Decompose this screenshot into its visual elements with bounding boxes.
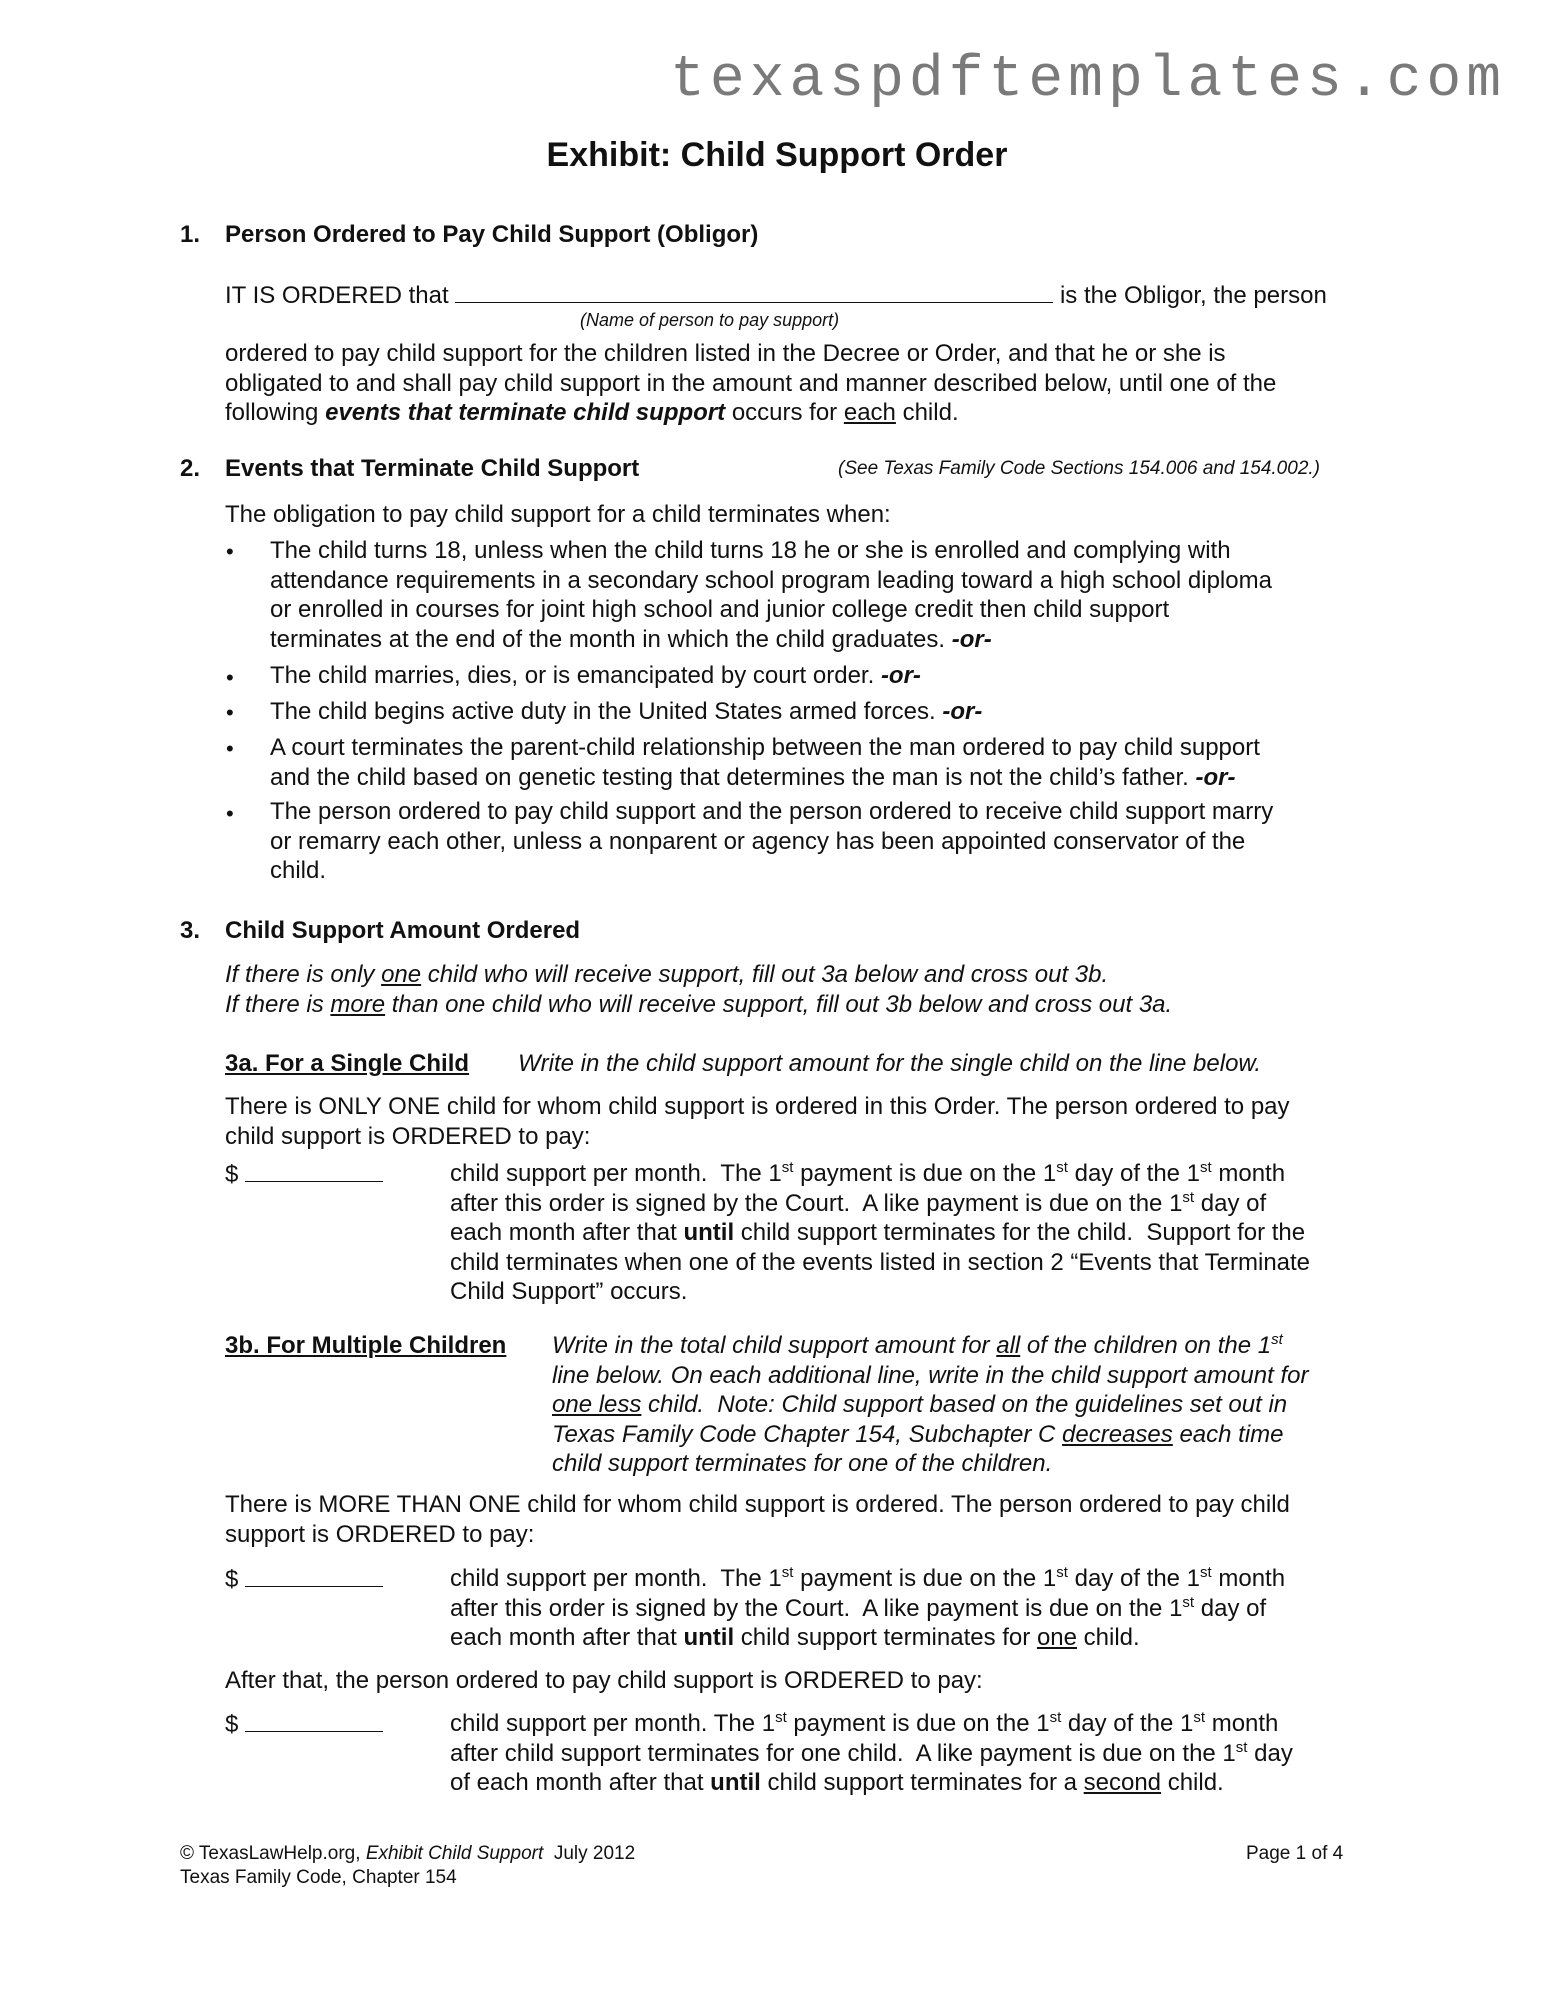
text-line: terminates at the end of the month in which the child graduates. bbox=[270, 625, 946, 653]
text-line: each month after that until child support terminates for the child. Support for the bbox=[450, 1219, 1306, 1246]
copyright: © TexasLawHelp.org, bbox=[180, 1843, 361, 1864]
payment-terms-3b-2 bbox=[450, 1709, 1293, 1798]
text-line: There is MORE THAN ONE child for whom child support is ordered. The person ordered to pay child bbox=[225, 1491, 1290, 1518]
dollar-sign: $ bbox=[225, 1566, 239, 1593]
section-2-heading: Events that Terminate Child Support bbox=[225, 455, 640, 482]
bullet-item-3 bbox=[270, 697, 982, 727]
text: child. bbox=[902, 399, 959, 426]
bullet-item-4 bbox=[270, 733, 1260, 792]
subsection-3a-heading: 3a. For a Single Child bbox=[225, 1050, 470, 1077]
bullet-item-2 bbox=[270, 661, 921, 691]
text-line: Texas Family Code Chapter 154, Subchapter C decreases each time bbox=[552, 1420, 1284, 1448]
subsection-3a-note: Write in the child support amount for the single child on the line below. bbox=[518, 1050, 1262, 1077]
text-line: The child begins active duty in the United States armed forces. bbox=[270, 698, 936, 725]
page-number: Page 1 of 4 bbox=[1246, 1843, 1344, 1864]
text-line: child. bbox=[270, 857, 327, 884]
amount-3b-2-field[interactable] bbox=[245, 1709, 383, 1732]
bullet: • bbox=[226, 665, 234, 690]
text-line: A court terminates the parent-child relationship between the man ordered to pay child support bbox=[270, 734, 1260, 761]
amount-3a bbox=[225, 1159, 383, 1190]
text-line: support is ORDERED to pay: bbox=[225, 1520, 535, 1548]
text-line: child support per month. The 1st payment is due on the 1st day of the 1st month bbox=[450, 1159, 1286, 1187]
text-line: attendance requirements in a secondary school program leading toward a high school diploma bbox=[270, 566, 1272, 594]
section-3-number: 3. bbox=[180, 917, 201, 944]
bullet-item-5 bbox=[270, 797, 1273, 886]
text: If there is only bbox=[225, 961, 375, 988]
section-2-intro: The obligation to pay child support for a child terminates when: bbox=[225, 501, 891, 528]
or-marker: -or- bbox=[1195, 763, 1236, 791]
after-that-line: After that, the person ordered to pay child support is ORDERED to pay: bbox=[225, 1667, 983, 1694]
text-line: Child Support” occurs. bbox=[450, 1278, 688, 1305]
obligor-line-end: is the Obligor, the person bbox=[1059, 282, 1327, 309]
subsection-3b-heading: 3b. For Multiple Children bbox=[225, 1332, 507, 1359]
underlined-word: each bbox=[843, 399, 896, 426]
payment-terms-3a bbox=[450, 1159, 1310, 1307]
text-line: child support is ORDERED to pay: bbox=[225, 1122, 591, 1150]
amount-3b-1 bbox=[225, 1564, 383, 1595]
text-line: or remarry each other, unless a nonparent or agency has been appointed conservator of the bbox=[270, 827, 1246, 855]
text-line: Write in the total child support amount for all of the children on the 1st bbox=[552, 1331, 1283, 1359]
dollar-sign: $ bbox=[225, 1711, 239, 1738]
amount-3b-2 bbox=[225, 1709, 383, 1740]
subsection-3b-note bbox=[552, 1331, 1308, 1479]
page-title: Exhibit: Child Support Order bbox=[546, 136, 1008, 174]
payment-terms-3b-1 bbox=[450, 1564, 1285, 1653]
footer-line-1 bbox=[180, 1842, 635, 1866]
section-1-heading: Person Ordered to Pay Child Support (Obligor) bbox=[225, 221, 759, 248]
bullet: • bbox=[226, 700, 234, 725]
text-line: child support per month. The 1st payment is due on the 1st day of the 1st month bbox=[450, 1564, 1286, 1592]
text: If there is bbox=[225, 990, 324, 1018]
text-line: or enrolled in courses for joint high school and junior college credit then child support bbox=[270, 596, 1170, 623]
text: following bbox=[225, 399, 319, 426]
text-line: The child turns 18, unless when the child turns 18 he or she is enrolled and complying with bbox=[270, 537, 1231, 564]
section-1-number: 1. bbox=[180, 221, 201, 248]
text-line: after child support terminates for one child. A like payment is due on the 1st day bbox=[450, 1738, 1293, 1767]
amount-3a-field[interactable] bbox=[245, 1159, 383, 1182]
underlined-word: more bbox=[330, 990, 386, 1018]
section-1-line-3 bbox=[225, 398, 1276, 428]
obligor-line-start: IT IS ORDERED that bbox=[225, 282, 449, 309]
section-1-paragraph bbox=[225, 339, 1276, 428]
text: occurs for bbox=[731, 399, 838, 426]
text-line: child support per month. The 1st payment is due on the 1st day of the 1st month bbox=[450, 1709, 1279, 1737]
or-marker: -or- bbox=[951, 625, 992, 653]
text-line: one less child. Note: Child support based on the guidelines set out in bbox=[552, 1391, 1288, 1418]
obligor-name-field[interactable] bbox=[455, 280, 1053, 303]
section-2-number: 2. bbox=[180, 455, 201, 482]
amount-3b-1-field[interactable] bbox=[245, 1564, 383, 1587]
obligor-line bbox=[225, 280, 1327, 311]
text-line: The person ordered to pay child support and the person ordered to receive child support marry bbox=[270, 798, 1274, 825]
footer-line-2: Texas Family Code, Chapter 154 bbox=[180, 1867, 457, 1888]
document-name: Exhibit Child Support bbox=[365, 1843, 544, 1864]
footer-left bbox=[180, 1842, 635, 1890]
subsection-3a-paragraph bbox=[225, 1092, 1290, 1151]
text-line: after this order is signed by the Court. A like payment is due on the 1st day of bbox=[450, 1188, 1267, 1217]
watermark: texaspdftemplates.com bbox=[670, 48, 1506, 113]
dollar-sign: $ bbox=[225, 1161, 239, 1188]
or-marker: -or- bbox=[880, 662, 921, 689]
or-marker: -or- bbox=[942, 698, 983, 725]
emphasis: events that terminate child support bbox=[325, 399, 726, 426]
text-line: after this order is signed by the Court. A like payment is due on the 1st day of bbox=[450, 1593, 1267, 1622]
text-line: of each month after that until child support terminates for a second child. bbox=[450, 1769, 1224, 1796]
obligor-name-caption: (Name of person to pay support) bbox=[580, 310, 840, 330]
text: child who will receive support, fill out 3a below and cross out 3b. bbox=[427, 961, 1109, 988]
text-line: There is ONLY ONE child for whom child support is ordered in this Order. The person ordered to pay bbox=[225, 1093, 1290, 1120]
text-line: each month after that until child support terminates for one child. bbox=[450, 1624, 1140, 1651]
bullet-item-1 bbox=[270, 536, 1272, 654]
section-1-line-1: ordered to pay child support for the children listed in the Decree or Order, and that he or she is bbox=[225, 340, 1226, 367]
text-line: The child marries, dies, or is emancipated by court order. bbox=[270, 662, 875, 689]
text-line: line below. On each additional line, write in the child support amount for bbox=[552, 1361, 1309, 1389]
bullet: • bbox=[226, 736, 234, 761]
subsection-3b-paragraph bbox=[225, 1490, 1290, 1549]
text-line: child terminates when one of the events listed in section 2 “Events that Terminate bbox=[450, 1248, 1311, 1276]
text-line: child support terminates for one of the children. bbox=[552, 1450, 1053, 1477]
section-3-instructions bbox=[225, 960, 1172, 1019]
text: than one child who will receive support, fill out 3b below and cross out 3a. bbox=[391, 990, 1173, 1018]
bullet: • bbox=[226, 539, 234, 564]
section-2-reference: (See Texas Family Code Sections 154.006 and 154.002.) bbox=[838, 458, 1320, 479]
document-date: July 2012 bbox=[553, 1843, 636, 1864]
underlined-word: one bbox=[381, 961, 422, 988]
section-1-line-2: obligated to and shall pay child support in the amount and manner described below, until one of the bbox=[225, 369, 1277, 397]
section-3-heading: Child Support Amount Ordered bbox=[225, 917, 581, 944]
text-line: and the child based on genetic testing that determines the man is not the child’s father. bbox=[270, 763, 1189, 791]
bullet: • bbox=[226, 801, 234, 826]
